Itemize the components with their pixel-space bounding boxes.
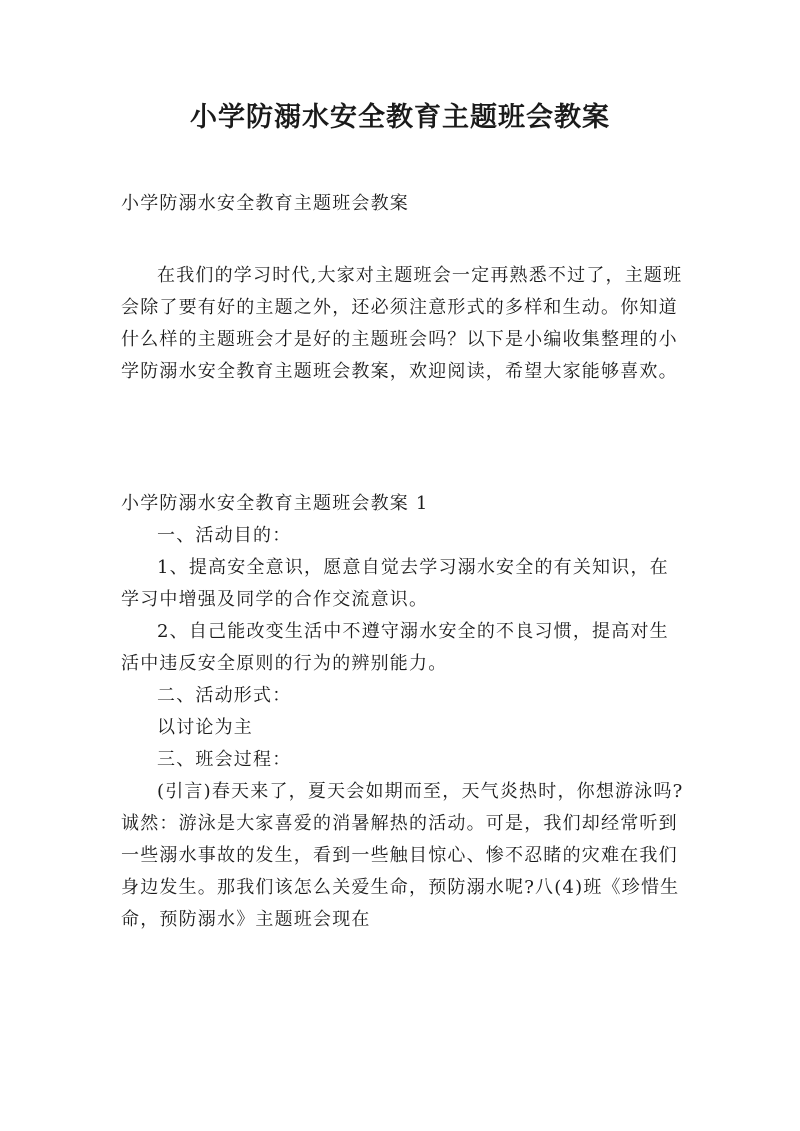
goal-item-2: 2、自己能改变生活中不遵守溺水安全的不良习惯，提高对生活中违反安全原则的行为的辨别能力。 [121,621,669,674]
meeting-process-heading: 三、班会过程： [157,749,292,770]
meeting-process-text: (引言)春天来了，夏天会如期而至，天气炎热时，你想游泳吗?诚然：游泳是大家喜爱的消暑解热的活动。可是，我们却经常听到一些溺水事故的发生，看到一些触目惊心、惨不忍睹的灾难在我们身边发生。那我们该怎么关爱生命，预防溺水呢?八(4)班《珍惜生命，预防溺水》主题班会现在 [121,781,684,930]
intro-paragraph [121,260,687,388]
lesson-plan-section [121,488,687,936]
activity-form-heading: 二、活动形式： [157,685,292,706]
activity-goal-heading: 一、活动目的： [157,525,292,546]
goal-item-1: 1、提高安全意识，愿意自觉去学习溺水安全的有关知识，在学习中增强及同学的合作交流意识。 [121,557,669,610]
document-subtitle: 小学防溺水安全教育主题班会教案 [121,193,409,214]
section-heading: 小学防溺水安全教育主题班会教案 1 [121,493,429,514]
document-title: 小学防溺水安全教育主题班会教案 [190,102,610,133]
intro-text: 在我们的学习时代,大家对主题班会一定再熟悉不过了，主题班会除了要有好的主题之外，还必须注意形式的多样和生动。你知道什么样的主题班会才是好的主题班会吗？以下是小编收集整理的小学防溺水安全教育主题班会教案，欢迎阅读，希望大家能够喜欢。 [121,265,683,382]
activity-form-text: 以讨论为主 [157,717,253,738]
